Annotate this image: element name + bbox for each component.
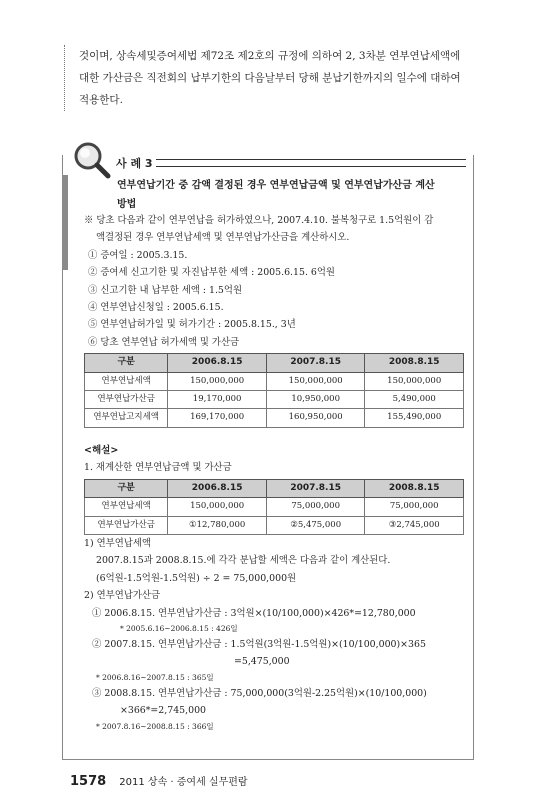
recalculated-installment-table bbox=[84, 479, 464, 535]
example-title bbox=[117, 176, 457, 214]
table-cell: 150,000,000 bbox=[365, 372, 464, 390]
intro-paragraph bbox=[64, 45, 509, 111]
calc-line: ③ 2008.8.15. 연부연납가산금 : 75,000,000(3억원-2.25억원)×(10/100,000) bbox=[92, 687, 427, 699]
table-header-row bbox=[85, 354, 464, 372]
table-cell: 연부연납세액 bbox=[85, 372, 168, 390]
body-line: 2007.8.15과 2008.8.15.에 각각 분납할 세액은 다음과 같이 계산된다. bbox=[96, 555, 391, 567]
table-header: 2008.8.15 bbox=[365, 479, 464, 497]
table-cell: 10,950,000 bbox=[266, 391, 365, 409]
condition-item: ⑥ 당초 연부연납 허가세액 및 가산금 bbox=[88, 336, 240, 348]
notice-line: 액결정된 경우 연부연납세액 및 연부연납가산금을 계산하시오. bbox=[96, 232, 350, 244]
table-header: 구분 bbox=[85, 479, 168, 497]
intro-line: 것이며, 상속세및증여세법 제72조 제2호의 규정에 의하여 2, 3차분 연부연납세액에 bbox=[79, 50, 461, 62]
table-cell: 169,170,000 bbox=[168, 409, 267, 427]
calc-note: * 2006.8.16~2007.8.15 : 365일 bbox=[96, 672, 214, 682]
condition-item: ⑤ 연부연납허가일 및 허가기간 : 2005.8.15., 3년 bbox=[88, 319, 296, 331]
table-cell: 160,950,000 bbox=[266, 409, 365, 427]
table-cell: 150,000,000 bbox=[168, 372, 267, 390]
table-header: 2006.8.15 bbox=[168, 479, 267, 497]
table-cell: 155,490,000 bbox=[365, 409, 464, 427]
calc-line: =5,475,000 bbox=[234, 656, 290, 668]
example-title-line: 연부연납기간 중 감액 결정된 경우 연부연납금액 및 연부연납가산금 계산 bbox=[117, 180, 435, 191]
notice-line: ※ 당초 다음과 같이 연부연납을 허가하였으나, 2007.4.10. 불복청구로 1.5억원이 감 bbox=[84, 215, 434, 226]
intro-line: 대한 가산금은 직전회의 납부기한의 다음날부터 당해 분납기한까지의 일수에 대하여 bbox=[79, 72, 461, 84]
magnifier-icon bbox=[72, 140, 112, 180]
example-title-rule bbox=[156, 159, 466, 167]
table-header: 2007.8.15 bbox=[266, 354, 365, 372]
table-cell: 연부연납고지세액 bbox=[85, 409, 168, 427]
calc-line: ② 2007.8.15. 연부연납가산금 : 1.5억원(3억원-1.5억원)×(10/100,000)×365 bbox=[92, 638, 426, 650]
table-cell: 75,000,000 bbox=[266, 498, 365, 516]
intro-line: 적용한다. bbox=[79, 94, 123, 106]
table-cell: 150,000,000 bbox=[266, 372, 365, 390]
table-row bbox=[85, 391, 464, 409]
table-row bbox=[85, 372, 464, 390]
book-title: 2011 상속 · 증여세 실무편람 bbox=[119, 777, 248, 788]
table-cell: 75,000,000 bbox=[365, 498, 464, 516]
example-label: 사 례 3 bbox=[116, 157, 153, 170]
original-installment-table bbox=[84, 353, 464, 428]
table-row bbox=[85, 409, 464, 427]
page-footer bbox=[70, 770, 248, 789]
example-content bbox=[84, 212, 464, 734]
table-cell: 5,490,000 bbox=[365, 391, 464, 409]
item-heading: 2) 연부연납가산금 bbox=[84, 590, 160, 602]
table-cell: ③2,745,000 bbox=[365, 516, 464, 534]
solution-label: <해설> bbox=[84, 444, 119, 456]
calc-note: * 2007.8.16~2008.8.15 : 366일 bbox=[96, 721, 214, 731]
item-heading: 1) 연부연납세액 bbox=[84, 537, 151, 549]
table-header-row bbox=[85, 479, 464, 497]
calc-line: ×366*=2,745,000 bbox=[120, 705, 207, 717]
body-line: (6억원-1.5억원-1.5억원) ÷ 2 = 75,000,000원 bbox=[96, 572, 297, 584]
calc-line: ① 2006.8.15. 연부연납가산금 : 3억원×(10/100,000)×426*=12,780,000 bbox=[92, 607, 416, 619]
table-cell: 연부연납가산금 bbox=[85, 391, 168, 409]
spacer bbox=[84, 428, 464, 442]
section-heading: 1. 재계산한 연부연납금액 및 가산금 bbox=[84, 462, 232, 474]
condition-item: ④ 연부연납신청일 : 2005.6.15. bbox=[88, 302, 224, 314]
table-cell: ①12,780,000 bbox=[168, 516, 267, 534]
table-header: 구분 bbox=[85, 354, 168, 372]
table-header: 2006.8.15 bbox=[168, 354, 267, 372]
side-bar bbox=[62, 175, 68, 270]
condition-item: ② 증여세 신고기한 및 자진납부한 세액 : 2005.6.15. 6억원 bbox=[88, 267, 335, 279]
condition-item: ① 증여일 : 2005.3.15. bbox=[88, 249, 188, 261]
table-cell: 19,170,000 bbox=[168, 391, 267, 409]
condition-item: ③ 신고기한 내 납부한 세액 : 1.5억원 bbox=[88, 284, 242, 296]
example-title-line: 방법 bbox=[117, 199, 137, 210]
page-number: 1578 bbox=[70, 774, 107, 789]
table-cell: 연부연납세액 bbox=[85, 498, 168, 516]
table-cell: 연부연납가산금 bbox=[85, 516, 168, 534]
table-row bbox=[85, 498, 464, 516]
table-cell: ②5,475,000 bbox=[266, 516, 365, 534]
table-header: 2008.8.15 bbox=[365, 354, 464, 372]
table-row bbox=[85, 516, 464, 534]
table-header: 2007.8.15 bbox=[266, 479, 365, 497]
calc-note: * 2005.6.16~2006.8.15 : 426일 bbox=[120, 623, 238, 633]
table-cell: 150,000,000 bbox=[168, 498, 267, 516]
